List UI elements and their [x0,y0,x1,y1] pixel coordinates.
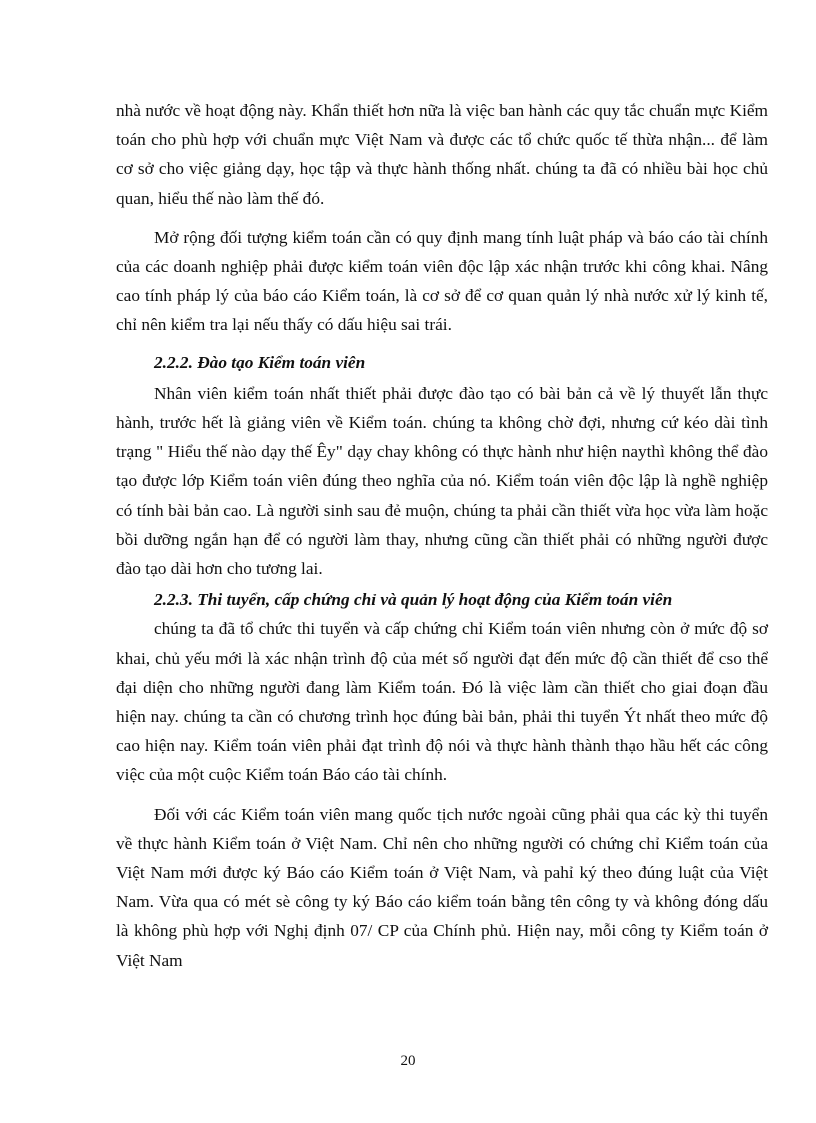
paragraph-training: Nhân viên kiểm toán nhất thiết phải được đào tạo có bài bản cả về lý thuyết lẫn thực hành, trước hết là giảng viên về Kiểm toán. chúng ta không chờ đợi, nhưng cứ kéo dài tình trạng " Hiểu thế nào dạy thế Êy" dạy chay không có thực hành như hiện naythì không thể đào tạo được lớp Kiểm toán viên đúng theo nghĩa của nó. Kiểm toán viên độc lập là nghề nghiệp có tính bài bản cao. Là người sinh sau đẻ muộn, chúng ta phải cần thiết vừa học vừa làm hoặc bồi dưỡng ngắn hạn để có người làm thay, nhưng cũng cần thiết phải có những người được đào tạo dài hơn cho tương lai. [116,383,768,579]
document-page [116,96,768,975]
paragraph-foreign-auditors: Đối với các Kiểm toán viên mang quốc tịch nước ngoài cũng phải qua các kỳ thi tuyển về thực hành Kiểm toán ở Việt Nam. Chỉ nên cho những người có chứng chỉ Kiểm toán của Việt Nam mới được ký Báo cáo Kiểm toán ở Việt Nam, và pahỉ ký theo đúng luật của Việt Nam. Vừa qua có mét sè công ty ký Báo cáo kiểm toán bằng tên công ty và không đóng dấu là không phù hợp với Nghị định 07/ CP của Chính phủ. Hiện nay, mỗi công ty Kiểm toán ở Việt Nam [116,804,768,970]
paragraph-continuation: nhà nước về hoạt động này. Khẩn thiết hơn nữa là việc ban hành các quy tắc chuẩn mực Kiểm toán cho phù hợp với chuẩn mực Việt Nam và được các tổ chức quốc tế thừa nhận... để làm cơ sở cho việc giảng dạy, học tập và thực hành thống nhất. chúng ta đã có nhiều bài học chủ quan, hiểu thế nào làm thế đó. [116,101,768,208]
paragraph-audit-scope: Mở rộng đối tượng kiểm toán cần có quy định mang tính luật pháp và báo cáo tài chính của các doanh nghiệp phải được kiểm toán viên độc lập xác nhận trước khi công khai. Nâng cao tính pháp lý của báo cáo Kiểm toán, là cơ sở để cơ quan quản lý nhà nước xử lý kinh tế, chỉ nên kiểm tra lại nếu thấy có dấu hiệu sai trái. [116,227,768,335]
page-number: 20 [400,1053,416,1069]
paragraph-gap [116,790,768,800]
section-heading-2-2-3: 2.2.3. Thi tuyển, cấp chứng chỉ và quản lý hoạt động của Kiểm toán viên [154,590,673,610]
paragraph-certification: chúng ta đã tổ chức thi tuyển và cấp chứng chỉ Kiểm toán viên nhưng còn ở mức độ sơ khai, chủ yếu mới là xác nhận trình độ của mét số người đạt đến mức độ cần thiết để cso thể đại diện cho những người đang làm Kiểm toán. Đó là việc làm cần thiết cho giai đoạn đầu hiện nay. chúng ta cần có chương trình học đúng bài bản, phải thi tuyển Ýt nhất theo mức độ cao hiện nay. Kiểm toán viên phải đạt trình độ nói và thực hành thành thạo hầu hết các công việc của một cuộc Kiểm toán Báo cáo tài chính. [116,619,768,785]
paragraph-gap [116,213,768,223]
section-heading-2-2-2: 2.2.2. Đào tạo Kiểm toán viên [154,352,366,372]
